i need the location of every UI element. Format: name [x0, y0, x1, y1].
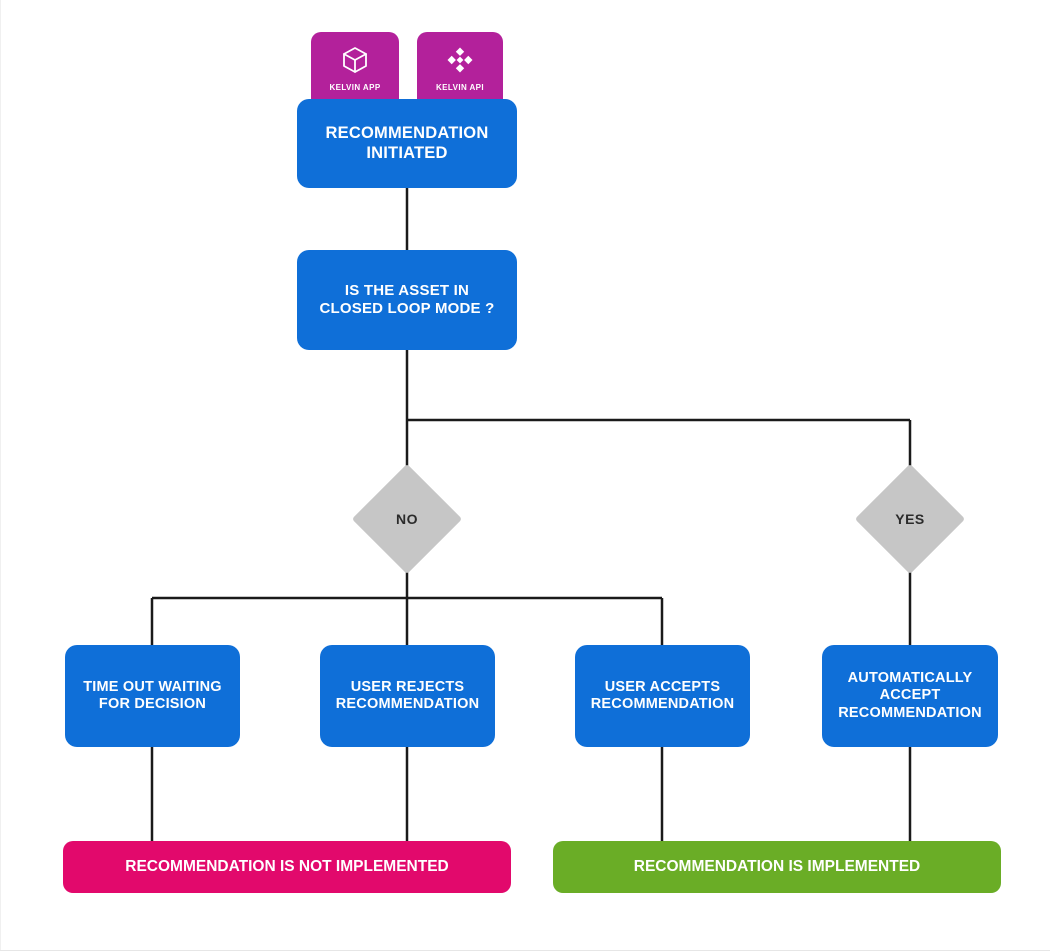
outcome-implemented[interactable]: [553, 841, 1001, 893]
nodes-icon: [444, 44, 476, 76]
node-label: RECOMMENDATION INITIATED: [325, 124, 489, 162]
node-label: IS THE ASSET IN CLOSED LOOP MODE ?: [319, 282, 495, 317]
outcome-label: RECOMMENDATION IS NOT IMPLEMENTED: [125, 858, 449, 875]
node-user-rejects[interactable]: [320, 645, 495, 747]
branch-yes-label: YES: [895, 511, 925, 527]
outcome-not-implemented[interactable]: [63, 841, 511, 893]
branch-no-label: NO: [396, 511, 418, 527]
outcome-label: RECOMMENDATION IS IMPLEMENTED: [633, 858, 921, 875]
badge-label: KELVIN API: [435, 83, 484, 92]
node-closed-loop-question[interactable]: [297, 250, 517, 350]
node-recommendation-initiated[interactable]: [297, 99, 517, 188]
badge-label: KELVIN APP: [329, 83, 381, 92]
node-label: AUTOMATICALLY ACCEPT RECOMMENDATION: [838, 670, 982, 721]
node-automatically-accept[interactable]: [822, 645, 998, 747]
node-user-accepts[interactable]: [575, 645, 750, 747]
node-label: TIME OUT WAITING FOR DECISION: [83, 678, 222, 712]
cube-icon: [339, 44, 371, 76]
node-timeout-waiting[interactable]: [65, 645, 240, 747]
node-label: USER ACCEPTS RECOMMENDATION: [590, 678, 735, 712]
node-label: USER REJECTS RECOMMENDATION: [335, 678, 480, 712]
